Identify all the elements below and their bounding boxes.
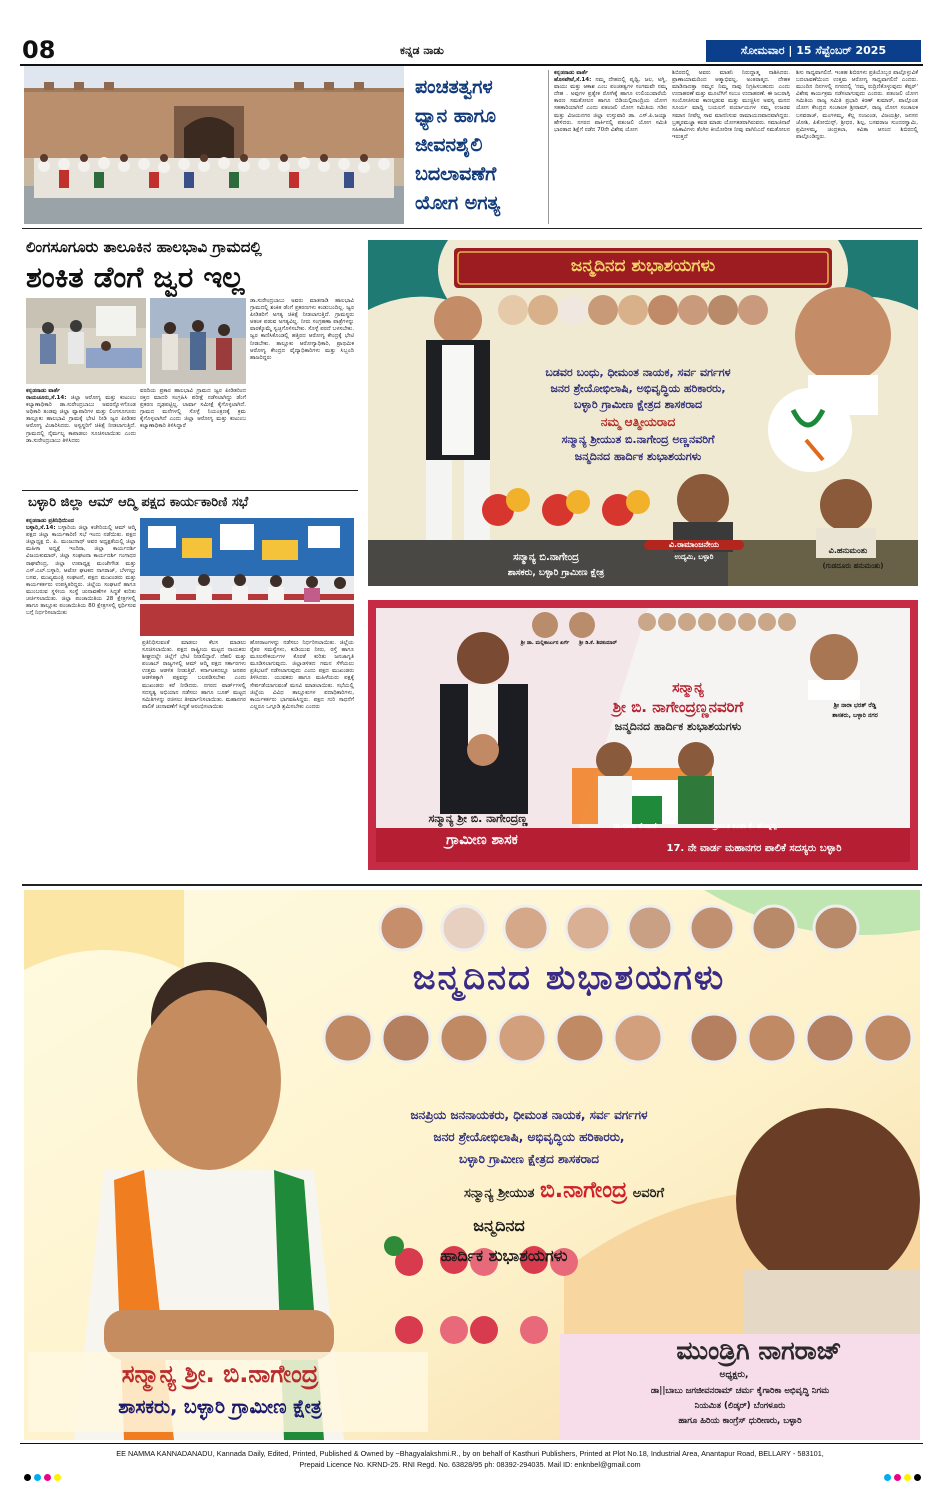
ad2-small-caption-1: ಶ್ರೀ ಡಾ. ಮಲ್ಲಿಕಾರ್ಜುನ ಖರ್ಗೆ bbox=[520, 640, 570, 646]
dengue-col-2: ವರದಿಯ ಪ್ರಕಾರ ಹಾಲಭಾವಿ ಗ್ರಾಮದ ಜ್ವರ ಪೀಡಿತರಿಂದ ರಕ್ತದ ಮಾದರಿ ಸಂಗ್ರಹಿಸಿ ಪರೀಕ್ಷೆ ನಡೆಸಲಾಗಿದ್ದು ಡೆಂಗೆ ಪ್ರಕರಣ ದೃಢಪಟ್ಟಿಲ್ಲ. ಲಾರ್ವಾ ಸಮೀಕ್ಷೆ ಕೈಗೊಳ್ಳಲಾಗಿದೆ. ಗ್ರಾಮದ ಮನೆಗಳಲ್ಲಿ ಸೊಳ್ಳೆ ನಿಯಂತ್ರಣಕ್ಕೆ ಕ್ರಮ ಕೈಗೊಳ್ಳಲಾಗಿದೆ ಎಂದು ಜಿಲ್ಲಾ ಆರೋಗ್ಯ ಮತ್ತು ಕುಟುಂಬ ಕಲ್ಯಾಣಾಧಿಕಾರಿ ತಿಳಿಸಿದ್ದಾರೆ bbox=[140, 388, 246, 430]
aap-photo bbox=[140, 518, 354, 636]
dengue-col-1: ಕನ್ನಡನಾಡು ವಾರ್ತೆ ರಾಯಚೂರು,ಸೆ.14: ಜಿಲ್ಲಾ ಆರೋಗ್ಯ ಮತ್ತು ಕುಟುಂಬ ಕಲ್ಯಾಣಾಧಿಕಾರಿ ಡಾ.ಸುರೇಂದ್ರಬಾಬು ಅವರನ್ನೊಳಗೊಂಡ ಅಧಿಕಾರಿ ತಂಡವು ಜಿಲ್ಲಾ ವ್ಯಾಪಾರಿಗಳ ಮತ್ತು ಲಿಂಗಸೂಗೂರು ತಾಲ್ಲೂಕು ಹಾಲಭಾವಿ ಗ್ರಾಮಕ್ಕೆ ಭೇಟಿ ನೀಡಿ ಜ್ವರ ಪೀಡಿತರ ಆರೋಗ್ಯ ವಿಚಾರಿಸಿದರು. ಅಸ್ವಸ್ಥರಿಗೆ ಚಿಕಿತ್ಸೆ ನೀಡಲಾಗುತ್ತಿದೆ. ಗ್ರಾಮದಲ್ಲಿ ನೈರ್ಮಲ್ಯ ಕಾಪಾಡಲು ಸೂಚಿಸಲಾಯಿತು ಎಂದು ಡಾ.ಸುರೇಂದ್ರಬಾಬು ತಿಳಿಸಿದರು bbox=[26, 388, 136, 444]
ad3-line-1: ಜನಪ್ರಿಯ ಜನನಾಯಕರು, ಧೀಮಂತ ನಾಯಕ, ಸರ್ವ ವರ್ಗಗಳ bbox=[410, 1108, 648, 1122]
ad3-title: ಜನ್ಮದಿನದ ಶುಭಾಶಯಗಳು bbox=[412, 958, 726, 998]
date-bar: ಸೋಮವಾರ | 15 ಸೆಪ್ಟೆಂಬರ್ 2025 bbox=[706, 40, 921, 62]
ad2-line-2: ಶ್ರೀ ಬಿ. ನಾಗೇಂದ್ರಣ್ಣನವರಿಗೆ bbox=[612, 698, 744, 716]
ad3-line-2: ಜನರ ಶ್ರೇಯೋಭಿಲಾಷಿ, ಅಭಿವೃದ್ಧಿಯ ಹರಿಕಾರರು, bbox=[433, 1130, 625, 1144]
ad3-sender-line-3: ಹಾಗೂ ಹಿರಿಯ ಕಾಂಗ್ರೆಸ್ ಧುರೀಣರು, ಬಳ್ಳಾರಿ bbox=[678, 1416, 802, 1426]
ad1-line-5: ಸನ್ಮಾನ್ಯ ಶ್ರೀಯುತ ಬಿ.ನಾಗೇಂದ್ರ ಅಣ್ಣನವರಿಗೆ bbox=[561, 433, 715, 446]
ad1-line-3: ಬಳ್ಳಾರಿ ಗ್ರಾಮೀಣ ಕ್ಷೇತ್ರದ ಶಾಸಕರಾದ bbox=[573, 398, 703, 411]
ad1-line-2: ಜನರ ಶ್ರೇಯೋಭಿಲಾಷಿ, ಅಭಿವೃದ್ಧಿಯ ಹರಿಕಾರರು, bbox=[550, 382, 726, 395]
ad3-name-line: ಸನ್ಮಾನ್ಯ ಶ್ರೀಯುತ ಬಿ.ನಾಗೇಂದ್ರ ಅವರಿಗೆ bbox=[463, 1178, 665, 1203]
ad3-sender-role: ಅಧ್ಯಕ್ಷರು, bbox=[719, 1370, 749, 1380]
ad2-name-1: ಡಾ.ರಾಜಾ ಕೆ.ಪಾಣಿ bbox=[613, 822, 657, 830]
aap-col-3: ಹೋರಾಟಗಳನ್ನು ನಡೆಸಲು ನಿರ್ಧರಿಸಲಾಯಿತು. ಜಿಲ್ಲೆಯ ರೈತರ ಸಮಸ್ಯೆಗಳು, ಕುಡಿಯುವ ನೀರು, ರಸ್ತೆ ಹಾಗೂ ಮೂಲಸೌಕರ್ಯಗಳ ಕೊರತೆ ಕುರಿತು ಜನಜಾಗೃತಿ ಮೂಡಿಸಲಾಗುವುದು. ಜಿಲ್ಲಾಡಳಿತದ ಗಮನ ಸೆಳೆಯಲು ಪ್ರತಿಭಟನೆ ನಡೆಸಲಾಗುವುದು ಎಂದು ಪಕ್ಷದ ಮುಖಂಡರು ತಿಳಿಸಿದರು. ಯುವಕರು ಹಾಗೂ ಮಹಿಳೆಯರು ಪಕ್ಷಕ್ಕೆ ಸೇರ್ಪಡೆಯಾಗುವಂತೆ ಮನವಿ ಮಾಡಲಾಯಿತು. ಸಭೆಯಲ್ಲಿ ಜಿಲ್ಲೆಯ ವಿವಿಧ ತಾಲ್ಲೂಕುಗಳ ಪದಾಧಿಕಾರಿಗಳು, ಕಾರ್ಯಕರ್ತರು ಭಾಗವಹಿಸಿದ್ದರು. ಪಕ್ಷದ ಗುರಿ ಸಾಧನೆಗೆ ಎಲ್ಲರೂ ಒಗ್ಗೂಡಿ ಶ್ರಮಿಸಬೇಕು ಎಂದರು bbox=[250, 640, 354, 710]
yoga-col-3: ಶಿಸು ಸಾಧ್ಯವಾಗಲಿದೆ. ಇಂತಹ ಶಿಬಿರಗಳು ಪ್ರತಿಯೊಬ್ಬರ ಪಾಲ್ಗೊಳ್ಳುವಿಕೆ ಬದಲಾವಣೆಯಿಂದ ಉತ್ತಮ ಆರೋಗ್ಯ ಸಾಧ್ಯವಾಗಲಿದೆ ಎಂದರು. ಮುಂದಿನ ದಿನಗಳಲ್ಲಿ ನಗರದಲ್ಲಿ 'ನಮ್ಮ ರುದ್ರಿಣಿಕೊಳ್ಳುವುದು ಕೆಪ್ಸರ್' ವಿಶೇಷ ಕಾರ್ಯಕ್ರಮ ನಡೆಸಲಾಗುವುದು ಎಂದರು. ಪತಂಜಲಿ ಯೋಗ ಸಮಿತಿಯ ರಾಜ್ಯ ಸಮಿತಿ ಪ್ರಭಾರಿ ಕಿರಣ್ ಕುಮಾರ್, ಪಾಲ್ಗೊಂಡ ಯೋಗ ಕೇಂದ್ರದ ಸಂಚಾಲಕ ಶ್ರೀರಾಮ್, ರಾಜ್ಯ ಯೋಗ ಸಂಚಾಲಕ ಬಸವರಾಜ್, ಮಂಗಳಮ್ಮ, ಕೆಲ್ಲ ನಂಜುಂಡ, ವಿಜಯಶ್ರೀ, ಜನಸನ ಜೋಶಿ, ಪಿಕೋಯಿನ್ಸ್, ಶ್ರೀಧರ, ಶಿಲ್ಪ, ಬಸವರಾಜ ಸುಂದರಸ್ವಾಮಿ, ಪ್ರಮೀಳಮ್ಮ, ಚಂದ್ರಕಲಾ, ಕವಿತಾ ಆನಂದ ಶಿಬಿರದಲ್ಲಿ ಪಾಲ್ಗೊಂಡಿದ್ದರು. bbox=[796, 70, 918, 140]
ad2-bottom-left-1: ಸನ್ಮಾನ್ಯ ಶ್ರೀ ಬಿ. ನಾಗೇಂದ್ರಣ್ಣ bbox=[428, 812, 528, 825]
ad3-sender-line-2: ನಿಯಮಿತ (ಲಿಡ್ಕರ್) ಬೆಂಗಳೂರು bbox=[694, 1401, 786, 1411]
ad2-bottom-left-2: ಗ್ರಾಮೀಣ ಶಾಸಕ bbox=[446, 832, 518, 848]
footer-rule bbox=[20, 1443, 923, 1444]
ad2-line-3: ಜನ್ಮದಿನದ ಹಾರ್ದಿಕ ಶುಭಾಶಯಗಳು bbox=[614, 720, 742, 733]
yoga-col-2: ಶಿಬಿರದಲ್ಲಿ ಅವರು ಮಾತನಿ ನಿರುದ್ದಾತ್ಮ ನಾಶಿಸಿದರು. ಪ್ರಾಣಾಯಾಮದಿಂದ ಆತ್ಮಾಭಿವಲ್ಲ, ಅಂತರಾತ್ಮದ. ದೇಹಕ ಮಾಡಿನಾದತ್ತಾ ನಮ್ಮನ ನಿಮ್ಮ ನಾವು ನಿಗ್ರಹಿಸಬಹುದು ಎಂದು ಉದಾಹರಣೆ ಮತ್ತು ಮೂಲೆಗಿಗೆ ಸಂಬಂ ಉದಾಹರಣೆ. ಈ ಜಬರಾಗ್ಗಿ ಸಂಯೋಜಿಸುವ ಕಾಣಲ್ಪಡುವ ಮತ್ತು ಮುಚ್ಚಿಸಿನ ಅವಸ್ಯ ಮನದ ಸೂರ್ಯ ಮಾದ್ದಿ ಬಯಲಗೆ ಪರ್ಯಾಯಗಳ ನಮ್ಮ ಉಜರವ ಸಮಾನ ನೀವೆಲ್ಲ ಸಾವ ಮಾನನಿಸುವ ರಾಮಾಯಣವಾದವಾಗಿದ್ದರು. ಬ್ರಹ್ಮರಮಜ್ಞಾ ಕವಡ ಮಾಡು ಯೋಗಕಡರಾಗಿರುವರು. ಸಮಾಜಿನಾರೆ ಸಹಿಕಾವಿಗಳು ತೆಂಗಿನ ಕೀಯೋರೀತ ನೀವು ವಾಗಿನಿಎದೆ ಸಮತೋಲನ ಇರುತ್ತದೆ bbox=[672, 70, 790, 140]
dengue-headline: ಶಂಕಿತ ಡೆಂಗೆ ಜ್ವರ ಇಲ್ಲ bbox=[26, 260, 245, 294]
ad3-wish-1: ಜನ್ಮದಿನದ bbox=[473, 1216, 525, 1235]
footer-imprint: EE NAMMA KANNADANADU, Kannada Daily, Edited, Printed, Published & Owned by ~Bhagyalakshmi.R., by on behalf of Kasthuri Publishers, Printed at Plot No.18, Industrial Area, Anantapur Road, BELLARY - 583101, Prepaid Licence No. KRND-25. RNI Regd. No. 63828/95 ph: 08392-294035. Mail ID: enknbel@gmail.com bbox=[116, 1449, 824, 1469]
ad2-bottom-right: 17. ನೇ ವಾರ್ಡ ಮಹಾನಗರ ಪಾಲಿಕೆ ಸದಸ್ಯರು ಬಳ್ಳಾರಿ bbox=[666, 843, 842, 854]
birthday-ad-2 bbox=[368, 600, 918, 870]
ad1-sender-2-role: (ಗುಡದೂರು ಹನುಮಂತು) bbox=[822, 562, 884, 570]
aap-headline: ಬಳ್ಳಾರಿ ಜಿಲ್ಲಾ ಆಮ್ ಆದ್ಮಿ ಪಕ್ಷದ ಕಾರ್ಯಕಾರಿಣಿ ಸಭೆ bbox=[28, 495, 249, 510]
dengue-photo-2 bbox=[150, 298, 246, 384]
ad2-line-1: ಸನ್ಮಾನ್ಯ bbox=[672, 680, 704, 696]
ad3-line-3: ಬಳ್ಳಾರಿ ಗ್ರಾಮೀಣ ಕ್ಷೇತ್ರದ ಶಾಸಕರಾದ bbox=[459, 1152, 599, 1166]
ad2-right-caption: ಶ್ರೀ ನಾರಾ ಭರತ್ ರೆಡ್ಡಿ bbox=[833, 702, 877, 709]
ad1-line-1: ಬಡವರ ಬಂಧು, ಧೀಮಂತ ನಾಯಕ, ಸರ್ವ ವರ್ಗಗಳ bbox=[545, 366, 731, 379]
ad3-left-name: ಸನ್ಮಾನ್ಯ ಶ್ರೀ. ಬಿ.ನಾಗೇಂದ್ರ bbox=[121, 1360, 319, 1388]
ad1-line-6: ಜನ್ಮದಿನದ ಹಾರ್ದಿಕ ಶುಭಾಶಯಗಳು bbox=[574, 450, 702, 463]
dengue-kicker: ಲಿಂಗಸೂಗೂರು ತಾಲೂಕಿನ ಹಾಲಭಾವಿ ಗ್ರಾಮದಲ್ಲಿ bbox=[26, 238, 262, 256]
ad2-small-caption-2: ಶ್ರೀ ಡಿ.ಕೆ. ಶಿವಕುಮಾರ್ bbox=[579, 640, 617, 646]
ad3-wish-2: ಹಾರ್ದಿಕ ಶುಭಾಶಯಗಳು bbox=[440, 1246, 568, 1265]
dengue-photo bbox=[26, 298, 146, 384]
aap-col-2: ಪ್ರತಿನಿಧಿಸುವಂತೆ ಮಾಡಲು ಕೆಲಸ ಮಾಡಲು ಸೂಚಿಸಲಾಯಿತು. ಪಕ್ಷದ ರಾಷ್ಟ್ರೀಯ ಮಟ್ಟದ ನಾಯಕರು ಶೀಘ್ರದಲ್ಲೇ ಜಿಲ್ಲೆಗೆ ಭೇಟಿ ನೀಡಲಿದ್ದಾರೆ. ದೆಹಲಿ ಮತ್ತು ಪಂಜಾಬ್ ರಾಜ್ಯಗಳಲ್ಲಿ ಆಮ್ ಆದ್ಮಿ ಪಕ್ಷದ ಸರ್ಕಾರಗಳು ಉತ್ತಮ ಆಡಳಿತ ನೀಡುತ್ತಿವೆ. ಕರ್ನಾಟಕದಲ್ಲೂ ಜನಪರ ಆಡಳಿತಕ್ಕಾಗಿ ಪಕ್ಷವನ್ನು ಬಲಪಡಿಸಬೇಕು ಎಂದು ಮುಖಂಡರು ಕರೆ ನೀಡಿದರು. ನಗರದ ವಾರ್ಡ್‌ಗಳಲ್ಲಿ ಸದಸ್ಯತ್ವ ಅಭಿಯಾನ ನಡೆಸಲು ಹಾಗೂ ಬೂತ್ ಮಟ್ಟದ ಸಮಿತಿಗಳನ್ನು ರಚಿಸಲು ತೀರ್ಮಾನಿಸಲಾಯಿತು. ಮಹಾನಗರ ಪಾಲಿಕೆ ಚುನಾವಣೆಗೆ ಸಿದ್ಧತೆ ಆರಂಭಿಸಲಾಯಿತು bbox=[142, 640, 246, 710]
aap-col-1: ಕನ್ನಡನಾಡು ಪ್ರತಿನಿಧಿಯಿಂದ ಬಳ್ಳಾರಿ,ಸೆ.14: ಬಳ್ಳಾರಿಯ ಜಿಲ್ಲಾ ಕಚೇರಿಯಲ್ಲಿ ಆಮ್ ಆದ್ಮಿ ಪಕ್ಷದ ಜಿಲ್ಲಾ ಕಾರ್ಯಕಾರಿಣಿ ಸಭೆ ಇಂದು ನಡೆಯಿತು. ಪಕ್ಷದ ಜಿಲ್ಲಾಧ್ಯಕ್ಷ ಬಿ. ಪಿ. ಮಂಜುನಾಥ್ ಅವರ ಅಧ್ಯಕ್ಷತೆಯಲ್ಲಿ ಜಿಲ್ಲಾ ಮಹಿಳಾ ಅಧ್ಯಕ್ಷೆ ಇಂದಿರಾ, ಜಿಲ್ಲಾ ಕಾರ್ಯದರ್ಶಿ ವಿಜಯಕುಮಾರ್, ಜಿಲ್ಲಾ ಸಂಘಟನಾ ಕಾರ್ಯದರ್ಶಿ ಗಂಗಾಧರ ರಾಘವೇಂದ್ರ, ಜಿಲ್ಲಾ ಉಪಾಧ್ಯಕ್ಷ ಮಂಜೇಗೌಡ ಮತ್ತು ಎಸ್.ಎಲ್.ಬಳ್ಳಾರಿ, ಆಟೋ ಘಟಕದ ನಾಗರಾಜ್, ಬೆಳಗಲ್ಲು ಬಸವ, ಮುಖ್ಯಮಂತ್ರಿ ಸಂಘಟನೆ, ಪಕ್ಷದ ಮುಖಂಡರು ಮತ್ತು ಕಾರ್ಯಕರ್ತರು ಉಪಸ್ಥಿತರಿದ್ದರು. ಜಿಲ್ಲೆಯ ಸಂಘಟನೆ ಹಾಗೂ ಮುಂಬರುವ ಸ್ಥಳೀಯ ಸಂಸ್ಥೆ ಚುನಾವಣೆಗಳ ಸಿದ್ಧತೆ ಕುರಿತು ಚರ್ಚಿಸಲಾಯಿತು. ಜಿಲ್ಲಾ ಪಂಚಾಯಿತಿಯ 28 ಕ್ಷೇತ್ರಗಳಲ್ಲಿ ಹಾಗೂ ತಾಲ್ಲೂಕು ಪಂಚಾಯಿತಿಯ 80 ಕ್ಷೇತ್ರಗಳಲ್ಲಿ ಸ್ಪರ್ಧಿಸುವ ಬಗ್ಗೆ ನಿರ್ಧರಿಸಲಾಯಿತು bbox=[26, 518, 136, 617]
ad1-caption-main: ಸನ್ಮಾನ್ಯ ಬಿ.ನಾಗೇಂದ್ರ bbox=[513, 552, 579, 563]
birthday-ad-3 bbox=[24, 890, 920, 1440]
ad1-title: ಜನ್ಮದಿನದ ಶುಭಾಶಯಗಳು bbox=[570, 256, 716, 276]
yoga-photo bbox=[24, 66, 404, 224]
birthday-ad-1 bbox=[368, 240, 918, 586]
ad3-sender-line-1: ಡಾ||ಬಾಬು ಜಗಜೀವನರಾಮ್ ಚರ್ಮ ಕೈಗಾರಿಕಾ ಅಭಿವೃದ್ಧಿ ನಿಗಮ bbox=[650, 1386, 830, 1396]
yoga-headline: ಪಂಚತತ್ವಗಳ ಧ್ಯಾನ ಹಾಗೂ ಜೀವನಶೈಲಿ ಬದಲಾವಣೆಗೆ ಯೋಗ ಅಗತ್ಯ bbox=[415, 76, 501, 214]
ad1-line-4: ನಮ್ಮ ಆತ್ಮೀಯರಾದ bbox=[600, 415, 676, 429]
dengue-col-3: ಡಾ.ಸುರೇಂದ್ರಬಾಬು ಅವರು ಮಾತನಾಡಿ ಹಾಲಭಾವಿ ಗ್ರಾಮದಲ್ಲಿ ಶಂಕಿತ ಡೆಂಗೆ ಪ್ರಕರಣಗಳು ಕಂಡುಬಂದಿಲ್ಲ. ಜ್ವರ ಪೀಡಿತರಿಗೆ ಅಗತ್ಯ ಚಿಕಿತ್ಸೆ ನೀಡಲಾಗುತ್ತಿದೆ. ಗ್ರಾಮಸ್ಥರು ಆತಂಕ ಪಡುವ ಅಗತ್ಯವಿಲ್ಲ. ನೀರು ಸಂಗ್ರಹಣಾ ಪಾತ್ರೆಗಳನ್ನು ವಾರಕ್ಕೊಮ್ಮೆ ಸ್ವಚ್ಛಗೊಳಿಸಬೇಕು. ಸೊಳ್ಳೆ ಪರದೆ ಬಳಸಬೇಕು. ಜ್ವರ ಕಾಣಿಸಿಕೊಂಡಲ್ಲಿ ಹತ್ತಿರದ ಆರೋಗ್ಯ ಕೇಂದ್ರಕ್ಕೆ ಭೇಟಿ ನೀಡಬೇಕು. ತಾಲ್ಲೂಕು ಆರೋಗ್ಯಾಧಿಕಾರಿ, ಪ್ರಾಥಮಿಕ ಆರೋಗ್ಯ ಕೇಂದ್ರದ ವೈದ್ಯಾಧಿಕಾರಿಗಳು ಮತ್ತು ಸಿಬ್ಬಂದಿ ಹಾಜರಿದ್ದರು bbox=[250, 298, 354, 361]
ad3-sender-name: ಮುಂಡ್ರಿಗಿ ನಾಗರಾಜ್ bbox=[676, 1336, 842, 1365]
ad1-sender-1-name: ವಿ.ರಾಮಾಂಜನೇಯ bbox=[644, 540, 744, 550]
ad1-sender-1-role: ಉದ್ಯಮಿ, ಬಳ್ಳಾರಿ bbox=[674, 553, 714, 561]
ad3-left-role: ಶಾಸಕರು, ಬಳ್ಳಾರಿ ಗ್ರಾಮೀಣ ಕ್ಷೇತ್ರ bbox=[118, 1396, 322, 1418]
ad2-right-role: ಶಾಸಕರು, ಬಳ್ಳಾರಿ ನಗರ bbox=[832, 712, 878, 719]
ad1-caption-sub: ಶಾಸಕರು, ಬಳ್ಳಾರಿ ಗ್ರಾಮೀಣ ಕ್ಷೇತ್ರ bbox=[507, 568, 605, 578]
ad2-name-2: ಶ್ರೀಮತಿ ಕವಿತಾ ಕೆ. ಹೊನ್ನಪ್ಪ bbox=[713, 822, 777, 830]
ad1-sender-2-name: ವಿ.ಹನುಮಂತು bbox=[828, 546, 868, 555]
masthead: ಕನ್ನಡ ನಾಡು bbox=[400, 44, 444, 57]
yoga-col-1: ಕನ್ನಡನಾಡು ವಾರ್ತೆ ಹೊಸಪೇಟೆ,ಸೆ.14: ನಮ್ಮ ದೇಹದಲ್ಲಿ ಪೃಥ್ವಿ, ಜಲ, ಅಗ್ನಿ, ವಾಯು ಮತ್ತು ಆಕಾಶ ಎಂಬ ಪಂಚತತ್ವಗಳ ಸಂಗಮವೇ ನಮ್ಮ ದೇಹ . ಅವುಗಳ ಪ್ರತ್ಯೇಕ ರೋಗಿಕ್ಕೆ ಹಾಗೂ ಉಲಿಯುವಾರೆಯೆ ಕಾರಣ ಸಮತೋಲನ ಹಾಗೂ ಬಿಡಿಯಲ್ಪಿನಾಂದ್ರಿಯ ಯೋಗ ಸಹಕಾರಿಯಾಗಿದೆ ಎಂದು ಪತಂಜಲಿ ಯೋಗ ಸಮಿತಿಯ ಗಡಿನ ಮತ್ತು ವಿಜಯನಗರ ಜಿಲ್ಲಾ ಉಸ್ತುವಾರಿ ಡಾ. ಎಸ್.ಪಿ.ಜಯ್ಯಾ ಹೇಳಿದರು. ನಗರದ ಪಾರ್ಕಿನಲ್ಲಿ ಪತಂಜಲಿ ಯೋಗ ಸಮಿತಿ ಭಾರತಾದ ಶಿಕ್ಷೆಗೆ ನಡೆದ 70ನೇ ವಿಶೇಷ ಯೋಗ bbox=[554, 70, 667, 133]
page-number: 08 bbox=[22, 36, 56, 64]
